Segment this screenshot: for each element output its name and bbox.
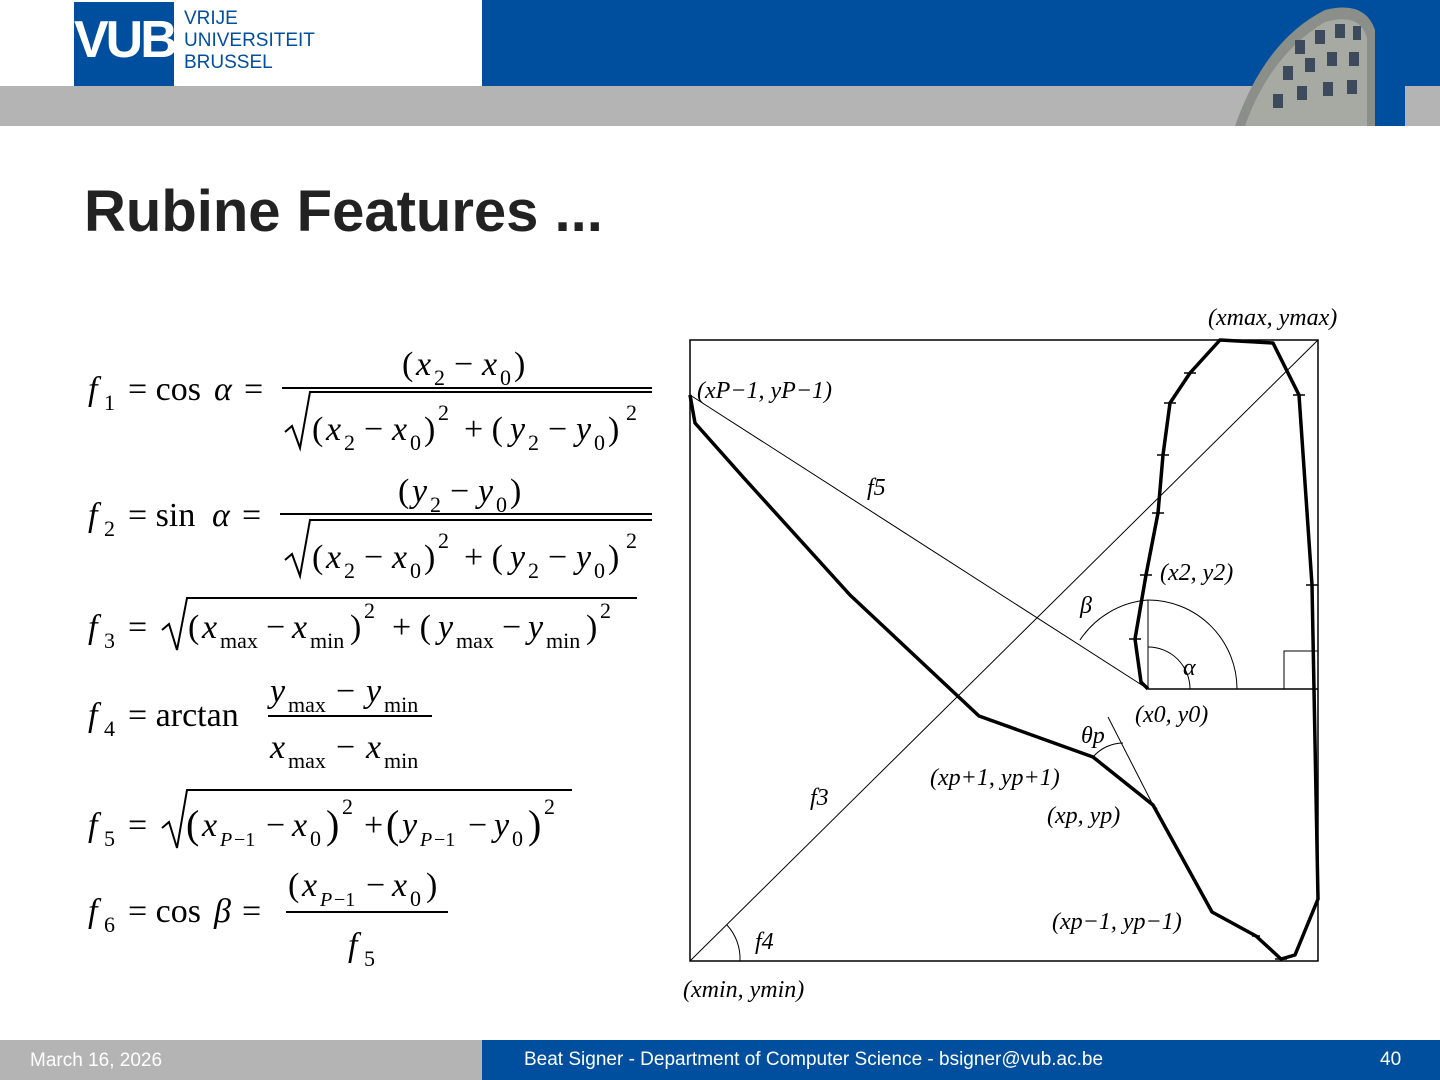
svg-text:0: 0 [500,365,511,390]
svg-text:0: 0 [410,558,421,583]
svg-text:x: x [302,867,318,904]
svg-text:): ) [424,411,436,448]
svg-text:min: min [384,748,419,773]
svg-text:−: − [454,346,474,383]
svg-text:f: f [88,893,98,930]
svg-text:y: y [412,473,428,510]
svg-text:x: x [392,411,408,448]
svg-text:−1: −1 [334,889,356,911]
label-alpha: α [1183,655,1196,681]
svg-text:): ) [608,411,620,448]
svg-text:): ) [424,539,436,576]
svg-text:=: = [242,893,262,930]
svg-text:=: = [128,609,148,646]
svg-text:2: 2 [600,598,611,623]
svg-text:2: 2 [438,528,449,553]
label-f4: f4 [755,929,774,955]
svg-text:x: x [326,411,342,448]
svg-text:(: ( [402,346,414,383]
svg-text:2: 2 [104,516,115,541]
svg-text:(: ( [186,802,200,847]
formula-f6 [88,867,448,971]
svg-text:4: 4 [104,716,115,741]
svg-text:y: y [438,609,454,646]
vub-logo [74,2,174,86]
svg-text:y: y [478,473,494,510]
label-min: (xmin, ymin) [683,977,805,1003]
svg-text:0: 0 [496,492,507,517]
label-f5: f5 [867,475,886,501]
svg-text:y: y [510,411,526,448]
svg-text:2: 2 [344,558,355,583]
svg-text:+: + [364,807,384,844]
svg-text:y: y [270,673,286,710]
svg-text:x: x [366,729,382,766]
svg-text:0: 0 [594,430,605,455]
university-name [184,8,315,74]
svg-text:5: 5 [364,946,375,971]
svg-text:(: ( [188,609,200,646]
sample-ticks [739,373,1318,959]
label-p-minus: (xp−1, yp−1) [1052,909,1182,935]
label-x2y2: (x2, y2) [1160,560,1234,586]
svg-text:α: α [214,371,232,408]
label-p: (xp, yp) [1047,803,1121,829]
svg-text:−: − [366,867,386,904]
footer-date: March 16, 2026 [30,1050,163,1071]
svg-text:−: − [364,539,384,576]
svg-text:−: − [450,473,470,510]
building-image [1225,0,1405,126]
svg-text:): ) [586,609,598,646]
svg-text:(: ( [312,411,324,448]
svg-text:x: x [292,807,308,844]
university-name-line-2: UNIVERSITEIT [184,30,315,51]
svg-text:f: f [88,497,98,534]
svg-text:2: 2 [342,794,353,819]
svg-text:P: P [320,889,333,911]
svg-text:−: − [336,673,356,710]
vub-logo-mark: VUB [74,11,175,69]
svg-text:y: y [510,539,526,576]
svg-text:): ) [326,802,340,847]
svg-text:y: y [576,539,592,576]
svg-text:(: ( [288,867,300,904]
svg-text:−: − [364,411,384,448]
label-beta: β [1080,593,1092,619]
page-number: 40 [1380,1049,1402,1070]
svg-text:+ (: + ( [464,411,503,448]
svg-text:): ) [608,539,620,576]
slide-title: Rubine Features ... [84,179,603,244]
svg-text:2: 2 [344,430,355,455]
diagonal-f3 [690,340,1318,961]
svg-text:x: x [292,609,308,646]
svg-text:): ) [426,867,438,904]
svg-text:): ) [514,346,526,383]
svg-text:=: = [242,497,262,534]
svg-text:2: 2 [364,598,375,623]
svg-text:min: min [310,628,345,653]
svg-text:= sin: = sin [128,497,196,534]
label-theta: θp [1081,723,1105,749]
svg-text:f: f [88,807,98,844]
svg-text:P: P [420,829,433,851]
svg-text:= cos: = cos [128,893,201,930]
svg-text:x: x [326,539,342,576]
svg-text:=: = [244,371,264,408]
svg-text:min: min [384,692,419,717]
formula-f1 [88,346,652,455]
svg-text:2: 2 [626,400,637,425]
theta-line [1108,717,1153,805]
svg-text:(: ( [386,802,400,847]
svg-text:α: α [212,497,230,534]
svg-text:+ (: + ( [392,609,431,646]
svg-text:0: 0 [512,826,523,851]
svg-text:): ) [350,609,362,646]
svg-text:0: 0 [594,558,605,583]
svg-text:y: y [402,807,418,844]
formula-f4 [88,673,432,773]
formula-f3 [88,598,637,653]
svg-text:2: 2 [430,492,441,517]
formula-f5 [88,790,572,851]
university-name-line-1: VRIJE [184,8,238,29]
svg-text:−: − [266,807,286,844]
svg-text:P: P [220,829,233,851]
header-grey-band [0,86,1440,126]
svg-text:f: f [348,927,358,964]
svg-text:2: 2 [528,430,539,455]
svg-text:max: max [220,628,258,653]
svg-text:+ (: + ( [464,539,503,576]
svg-text:−1: −1 [434,829,456,851]
svg-text:x: x [202,609,218,646]
svg-text:2: 2 [434,365,445,390]
svg-text:max: max [456,628,494,653]
svg-text:f: f [88,371,98,408]
svg-text:): ) [528,802,542,847]
svg-text:2: 2 [544,794,555,819]
svg-text:=: = [128,807,148,844]
svg-text:5: 5 [104,826,115,851]
label-f3: f3 [810,785,829,811]
svg-text:−: − [548,539,568,576]
svg-text:= arctan: = arctan [128,697,239,734]
svg-text:−: − [336,729,356,766]
svg-text:−: − [266,609,286,646]
svg-text:0: 0 [410,430,421,455]
label-last-point: (xP−1, yP−1) [697,378,832,404]
label-p-plus: (xp+1, yp+1) [930,765,1060,791]
svg-text:x: x [202,807,218,844]
svg-text:y: y [494,807,510,844]
svg-text:(: ( [312,539,324,576]
svg-text:x: x [270,729,286,766]
svg-text:3: 3 [104,628,115,653]
line-f5 [690,395,1148,689]
svg-text:0: 0 [410,886,421,911]
svg-text:2: 2 [626,528,637,553]
university-name-line-3: BRUSSEL [184,52,273,73]
svg-text:−: − [548,411,568,448]
formula-f2 [88,473,652,583]
svg-text:x: x [392,867,408,904]
svg-text:x: x [416,346,432,383]
svg-text:y: y [366,673,382,710]
svg-text:max: max [288,748,326,773]
svg-text:= cos: = cos [128,371,201,408]
svg-text:1: 1 [104,390,115,415]
svg-text:f: f [88,697,98,734]
svg-text:6: 6 [104,912,115,937]
svg-text:min: min [546,628,581,653]
svg-text:β: β [214,893,231,930]
svg-text:−: − [502,609,522,646]
svg-text:max: max [288,692,326,717]
label-max: (xmax, ymax) [1208,305,1338,331]
svg-text:0: 0 [310,826,321,851]
svg-text:x: x [392,539,408,576]
svg-text:y: y [528,609,544,646]
svg-text:(: ( [398,473,410,510]
svg-text:x: x [482,346,498,383]
stroke-diagram [675,295,1375,1015]
svg-text:y: y [576,411,592,448]
arc-f4 [727,925,740,961]
label-origin: (x0, y0) [1135,702,1209,728]
footer-author: Beat Signer - Department of Computer Science - bsigner@vub.ac.be [524,1049,1104,1070]
svg-text:2: 2 [528,558,539,583]
feature-formulas [82,330,672,980]
svg-text:2: 2 [438,400,449,425]
svg-text:−: − [468,807,488,844]
svg-text:−1: −1 [234,829,256,851]
svg-text:): ) [510,473,522,510]
svg-text:f: f [88,609,98,646]
